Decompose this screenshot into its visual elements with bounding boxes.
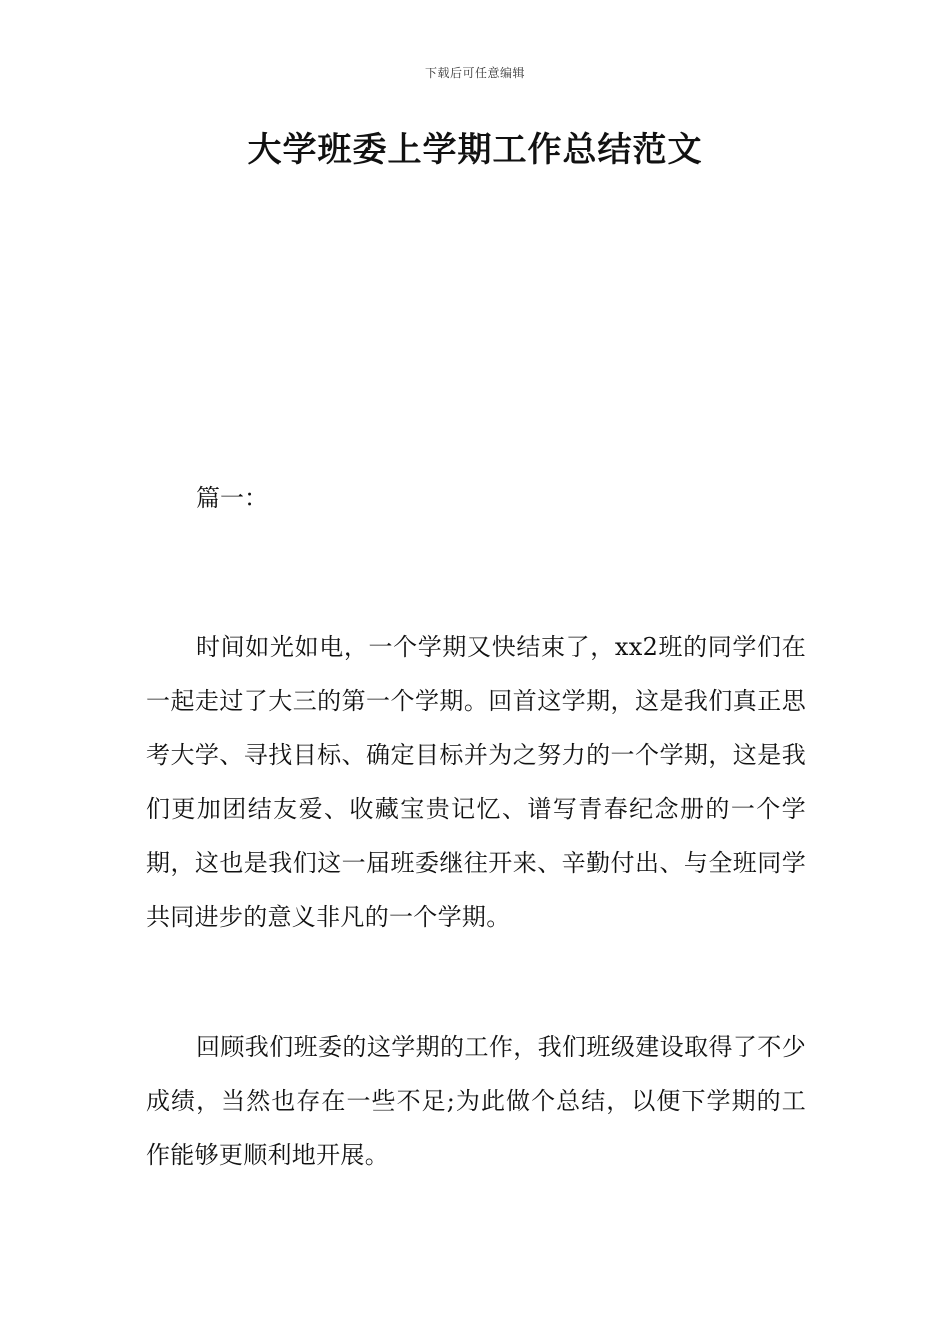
body-paragraph: 回顾我们班委的这学期的工作，我们班级建设取得了不少成绩，当然也存在一些不足;为此做个总结，以便下学期的工作能够更顺利地开展。 [146, 1033, 806, 1169]
header-note: 下载后可任意编辑 [424, 66, 525, 80]
document-title: 大学班委上学期工作总结范文 [247, 130, 703, 170]
section-label: 篇一： [196, 484, 268, 512]
body-paragraph: 时间如光如电，一个学期又快结束了，xx2班的同学们在一起走过了大三的第一个学期。回首这学期，这是我们真正思考大学、寻找目标、确定目标并为之努力的一个学期，这是我们更加团结友爱、收藏宝贵记忆、谱写青春纪念册的一个学期，这也是我们这一届班委继往开来、辛勤付出、与全班同学共同进步的意义非凡的一个学期。 [146, 633, 806, 931]
